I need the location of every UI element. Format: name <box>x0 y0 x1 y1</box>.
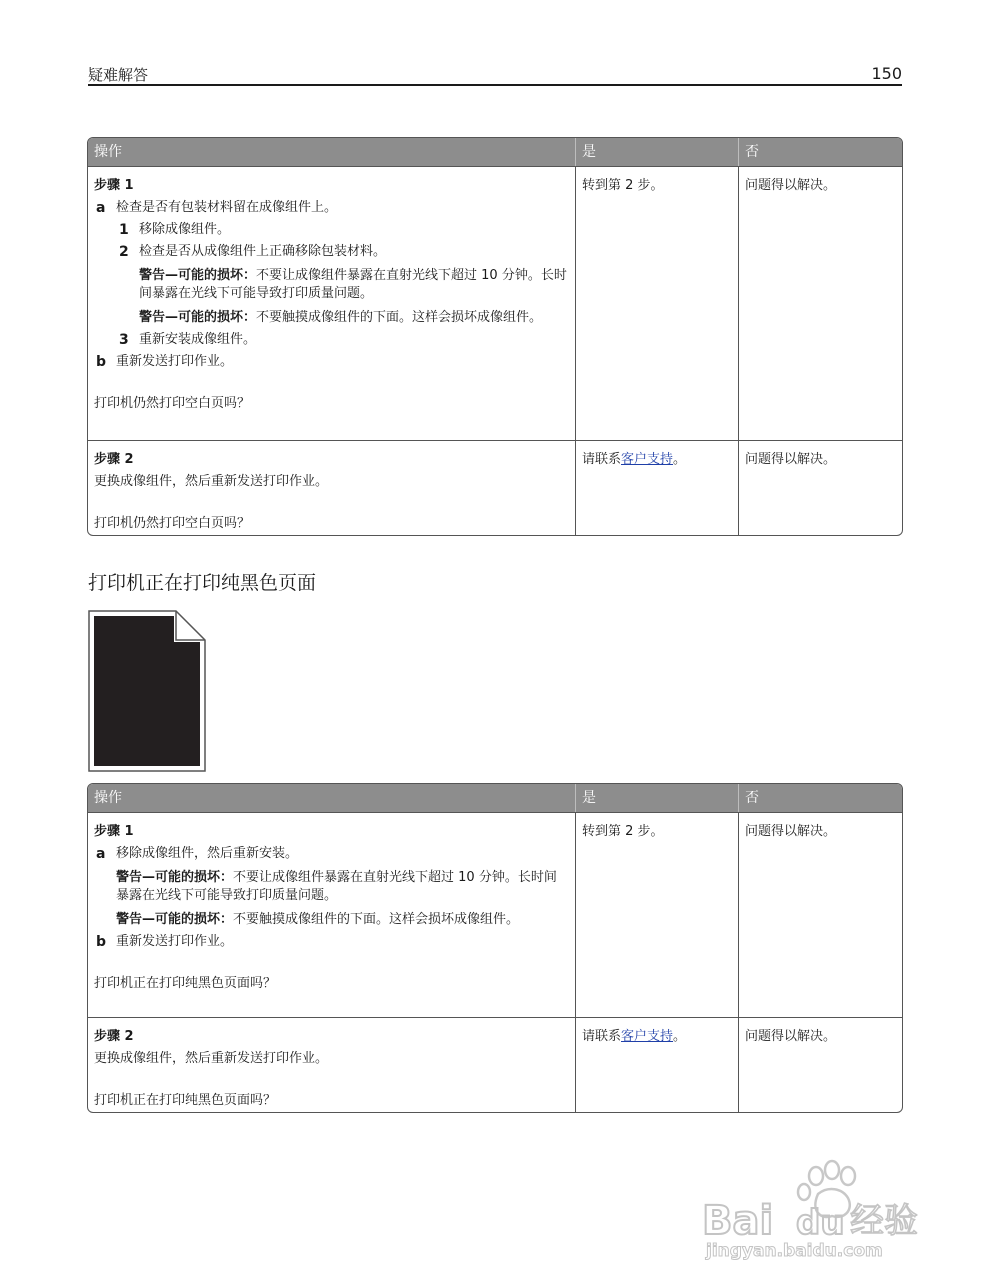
warning-text: 不要让成像组件暴露在直射光线下超过 10 分钟。长时间暴露在光线下可能导致打印质量问题。 <box>116 870 557 903</box>
sub-item-text: 移除成像组件。 <box>139 222 231 237</box>
yes-suffix: 。 <box>673 1029 687 1044</box>
list-item-b <box>94 933 569 951</box>
watermark-brand: Bai <box>702 1198 774 1244</box>
warning-note <box>94 911 569 929</box>
table-header-row <box>88 784 902 812</box>
list-item-text: 重新发送打印作业。 <box>116 934 234 949</box>
watermark-cn: 经验 <box>850 1201 918 1241</box>
warning-label: 警告—可能的损坏： <box>116 870 234 885</box>
table-row-step-2 <box>88 440 902 535</box>
column-header-no: 否 <box>745 790 759 806</box>
sub-item-text: 检查是否从成像组件上正确移除包装材料。 <box>139 244 387 259</box>
step-question: 打印机正在打印纯黑色页面吗？ <box>94 1093 277 1108</box>
action-cell <box>88 1018 576 1112</box>
no-text: 问题得以解决。 <box>745 824 837 839</box>
table-row-step-1 <box>88 166 902 440</box>
solid-black-page-icon <box>88 610 206 772</box>
list-marker: b <box>96 354 107 370</box>
troubleshoot-table-2 <box>87 783 903 1113</box>
warning-text: 不要触摸成像组件的下面。这样会损坏成像组件。 <box>233 912 520 927</box>
action-cell <box>88 813 576 1017</box>
no-text: 问题得以解决。 <box>745 178 837 193</box>
sub-item-1 <box>94 221 569 239</box>
no-text: 问题得以解决。 <box>745 452 837 467</box>
step-label: 步骤 2 <box>94 1029 134 1044</box>
yes-suffix: 。 <box>673 452 687 467</box>
warning-note <box>94 309 569 327</box>
no-cell <box>739 1018 902 1112</box>
column-header-yes: 是 <box>576 784 739 812</box>
sub-marker: 3 <box>119 332 129 348</box>
list-marker: a <box>96 846 106 862</box>
page-header-title: 疑难解答 <box>88 66 149 84</box>
sub-item-text: 重新安装成像组件。 <box>139 332 257 347</box>
warning-label: 警告—可能的损坏： <box>139 310 257 325</box>
yes-text: 转到第 2 步。 <box>582 824 664 839</box>
table-row-step-1 <box>88 812 902 1017</box>
yes-cell <box>576 167 739 440</box>
yes-cell <box>576 1018 739 1112</box>
baidu-jingyan-watermark <box>700 1150 940 1260</box>
table-header-row <box>88 138 902 166</box>
warning-text: 不要让成像组件暴露在直射光线下超过 10 分钟。长时间暴露在光线下可能导致打印质量问题。 <box>139 268 567 301</box>
no-cell <box>739 813 902 1017</box>
warning-text: 不要触摸成像组件的下面。这样会损坏成像组件。 <box>256 310 543 325</box>
watermark-url: jingyan.baidu.com <box>706 1241 883 1260</box>
warning-note <box>94 869 569 905</box>
yes-cell <box>576 813 739 1017</box>
page-number: 150 <box>871 64 902 83</box>
table-row-step-2 <box>88 1017 902 1112</box>
step-text: 更换成像组件，然后重新发送打印作业。 <box>94 474 329 489</box>
page-header <box>88 62 902 86</box>
no-cell <box>739 441 902 535</box>
list-item-text: 重新发送打印作业。 <box>116 354 234 369</box>
list-marker: a <box>96 200 106 216</box>
column-header-no: 否 <box>745 144 759 160</box>
action-cell <box>88 441 576 535</box>
sub-marker: 2 <box>119 244 129 260</box>
yes-text: 转到第 2 步。 <box>582 178 664 193</box>
no-text: 问题得以解决。 <box>745 1029 837 1044</box>
step-question: 打印机仍然打印空白页吗？ <box>94 396 251 411</box>
step-label: 步骤 1 <box>94 178 134 193</box>
list-item-text: 检查是否有包装材料留在成像组件上。 <box>116 200 338 215</box>
yes-prefix: 请联系 <box>582 452 622 467</box>
watermark-brand-2: du <box>796 1203 845 1243</box>
step-label: 步骤 1 <box>94 824 134 839</box>
list-item-b <box>94 353 569 371</box>
column-header-yes: 是 <box>576 138 739 166</box>
step-label: 步骤 2 <box>94 452 134 467</box>
warning-label: 警告—可能的损坏： <box>139 268 257 283</box>
sub-marker: 1 <box>119 222 129 238</box>
list-item-text: 移除成像组件，然后重新安装。 <box>116 846 299 861</box>
troubleshoot-table-1 <box>87 137 903 536</box>
customer-support-link[interactable]: 客户支持 <box>621 452 674 467</box>
no-cell <box>739 167 902 440</box>
step-question: 打印机仍然打印空白页吗？ <box>94 516 251 531</box>
column-header-action: 操作 <box>88 138 576 166</box>
sub-item-2 <box>94 243 569 261</box>
list-marker: b <box>96 934 107 950</box>
yes-prefix: 请联系 <box>582 1029 622 1044</box>
yes-cell <box>576 441 739 535</box>
warning-label: 警告—可能的损坏： <box>116 912 234 927</box>
warning-note <box>94 267 569 303</box>
customer-support-link[interactable]: 客户支持 <box>621 1029 674 1044</box>
sub-item-3 <box>94 331 569 349</box>
step-question: 打印机正在打印纯黑色页面吗？ <box>94 976 277 991</box>
list-item-a <box>94 199 569 217</box>
list-item-a <box>94 845 569 863</box>
action-cell <box>88 167 576 440</box>
column-header-action: 操作 <box>88 784 576 812</box>
step-text: 更换成像组件，然后重新发送打印作业。 <box>94 1051 329 1066</box>
section-title: 打印机正在打印纯黑色页面 <box>88 572 317 594</box>
